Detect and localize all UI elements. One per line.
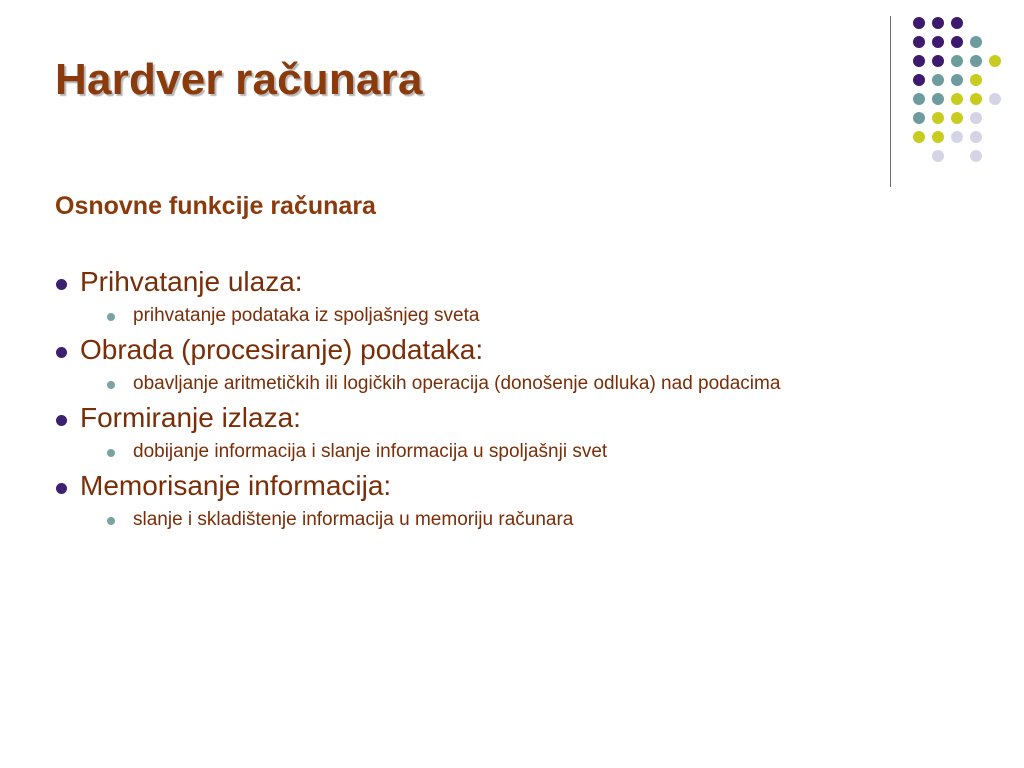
decorative-dot <box>913 55 925 67</box>
list-item-label: Obrada (procesiranje) podataka: <box>80 334 484 365</box>
sub-list-item <box>55 436 995 468</box>
sub-list-item-label: slanje i skladištenje informacija u memoriju računara <box>133 509 574 530</box>
bullet-list <box>55 264 995 536</box>
vertical-divider <box>890 16 891 187</box>
decorative-dot <box>951 55 963 67</box>
list-item <box>55 332 995 368</box>
list-item-label: Memorisanje informacija: <box>80 470 392 501</box>
sub-list-item <box>55 368 995 400</box>
decorative-dot <box>951 36 963 48</box>
sub-list-item-label: obavljanje aritmetičkih ili logičkih operacija (donošenje odluka) nad podacima <box>133 373 781 394</box>
slide-subtitle: Osnovne funkcije računara <box>55 192 376 220</box>
decorative-dot <box>989 93 1001 105</box>
list-item <box>55 468 995 504</box>
decorative-dot <box>951 112 963 124</box>
decorative-dot <box>913 74 925 86</box>
decorative-dot <box>970 55 982 67</box>
decorative-dot <box>932 55 944 67</box>
decorative-dot <box>932 36 944 48</box>
sub-list-item-label: prihvatanje podataka iz spoljašnjeg sveta <box>133 305 480 326</box>
sub-list-item-label: dobijanje informacija i slanje informacija u spoljašnji svet <box>133 441 608 462</box>
sub-bullet-icon <box>107 313 115 321</box>
bullet-icon <box>56 347 67 358</box>
decorative-dot <box>970 150 982 162</box>
bullet-icon <box>56 483 67 494</box>
decorative-dot <box>913 17 925 29</box>
decorative-dot <box>932 74 944 86</box>
slide-title: Hardver računara <box>55 55 423 104</box>
bullet-icon <box>56 279 67 290</box>
decorative-dot <box>932 131 944 143</box>
sub-bullet-icon <box>107 381 115 389</box>
decorative-dot <box>913 93 925 105</box>
decorative-dot <box>913 36 925 48</box>
decorative-dot <box>970 131 982 143</box>
list-item-label: Formiranje izlaza: <box>80 402 301 433</box>
list-item <box>55 264 995 300</box>
decorative-dot <box>970 74 982 86</box>
decorative-dot <box>970 93 982 105</box>
sub-bullet-icon <box>107 449 115 457</box>
decorative-dot <box>951 17 963 29</box>
list-item <box>55 400 995 436</box>
decorative-dot <box>913 112 925 124</box>
decorative-dot <box>951 131 963 143</box>
list-item-label: Prihvatanje ulaza: <box>80 266 303 297</box>
decorative-dot <box>932 17 944 29</box>
decorative-dot <box>989 55 1001 67</box>
decorative-dot <box>932 150 944 162</box>
sub-list-item <box>55 504 995 536</box>
decorative-dot <box>932 93 944 105</box>
decorative-dot <box>951 74 963 86</box>
sub-list-item <box>55 300 995 332</box>
decorative-dot <box>951 93 963 105</box>
bullet-icon <box>56 415 67 426</box>
decorative-dot <box>932 112 944 124</box>
decorative-dot <box>970 112 982 124</box>
sub-bullet-icon <box>107 517 115 525</box>
decorative-dot <box>913 131 925 143</box>
decorative-dot <box>970 36 982 48</box>
